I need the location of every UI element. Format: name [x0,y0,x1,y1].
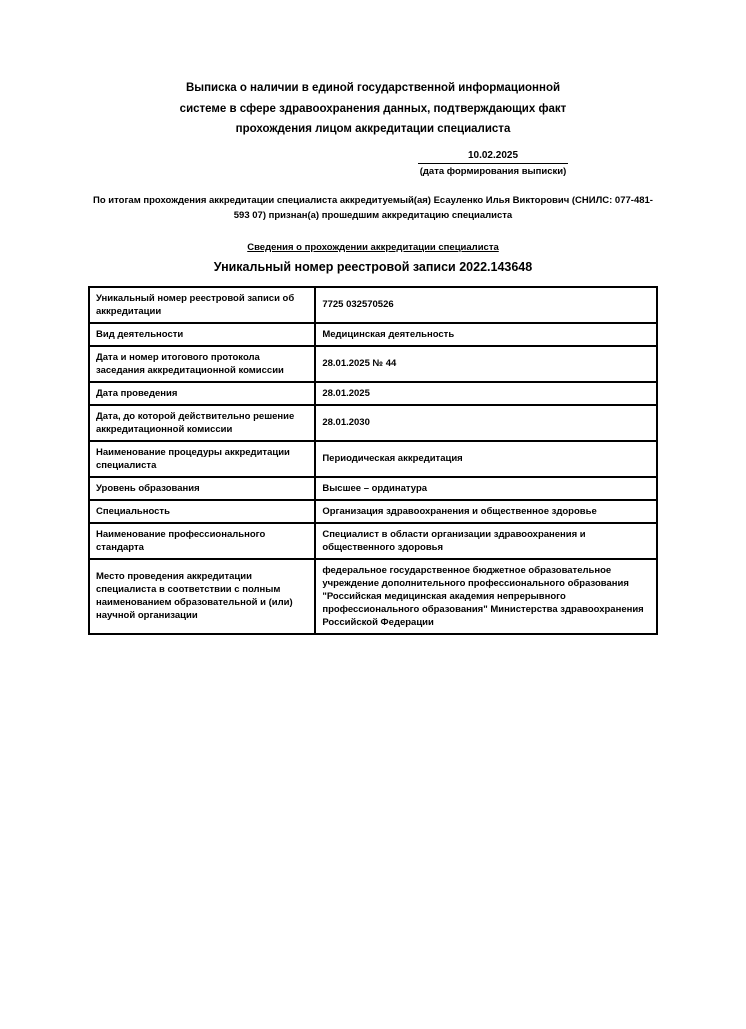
document-title-line: прохождения лицом аккредитации специалиста [235,123,511,135]
document-title-line: системе в сфере здравоохранения данных, подтверждающих факт [179,102,567,115]
row-value: 28.01.2025 № 44 [315,346,657,382]
row-value: 7725 032570526 [315,287,657,323]
document-title-line: Выписка о наличии в единой государственной информационной [185,82,561,94]
table-row [89,323,657,346]
row-label: Специальность [89,500,315,523]
row-value: федеральное государственное бюджетное образовательное учреждение дополнительного профессионального образования "Российская медицинская академия непрерывного профессионального образования" Министерства здравоохранения Российской Федерации [315,559,657,634]
row-value: 28.01.2030 [315,405,657,441]
accreditation-result-line: 593 07) признан(а) прошедшим аккредитацию специалиста [233,209,513,221]
accreditation-details-table [88,286,658,635]
row-value: Специалист в области организации здравоохранения и общественного здоровья [315,523,657,559]
row-value: Медицинская деятельность [315,323,657,346]
table-row [89,346,657,382]
table-row [89,500,657,523]
row-value: Высшее – ординатура [315,477,657,500]
row-label: Дата и номер итогового протокола заседания аккредитационной комиссии [89,346,315,382]
table-row [89,559,657,634]
row-label: Вид деятельности [89,323,315,346]
row-label: Уровень образования [89,477,315,500]
table-row [89,477,657,500]
row-label: Дата проведения [89,382,315,405]
document-title [0,0,746,140]
row-label: Место проведения аккредитации специалиста в соответствии с полным наименованием образовательной и (или) научной организации [89,559,315,634]
extract-date-caption: (дата формирования выписки) [419,165,567,177]
row-value: Организация здравоохранения и общественное здоровье [315,500,657,523]
accreditation-result-line: По итогам прохождения аккредитации специалиста аккредитуемый(ая) Есауленко Илья Викторович (СНИЛС: 077-481- [93,194,653,206]
accreditation-result-paragraph [0,193,746,223]
table-row [89,382,657,405]
registry-number-heading: Уникальный номер реестровой записи 2022.143648 [213,259,533,274]
table-row [89,287,657,323]
row-value: Периодическая аккредитация [315,441,657,477]
section-heading: Сведения о прохождении аккредитации специалиста [247,241,499,253]
row-label: Уникальный номер реестровой записи об аккредитации [89,287,315,323]
row-label: Наименование профессионального стандарта [89,523,315,559]
table-row [89,441,657,477]
row-label: Наименование процедуры аккредитации специалиста [89,441,315,477]
row-value: 28.01.2025 [315,382,657,405]
table-row [89,523,657,559]
table-row [89,405,657,441]
row-label: Дата, до которой действительно решение аккредитационной комиссии [89,405,315,441]
extract-date-block [418,150,568,177]
extract-date: 10.02.2025 [418,150,568,164]
